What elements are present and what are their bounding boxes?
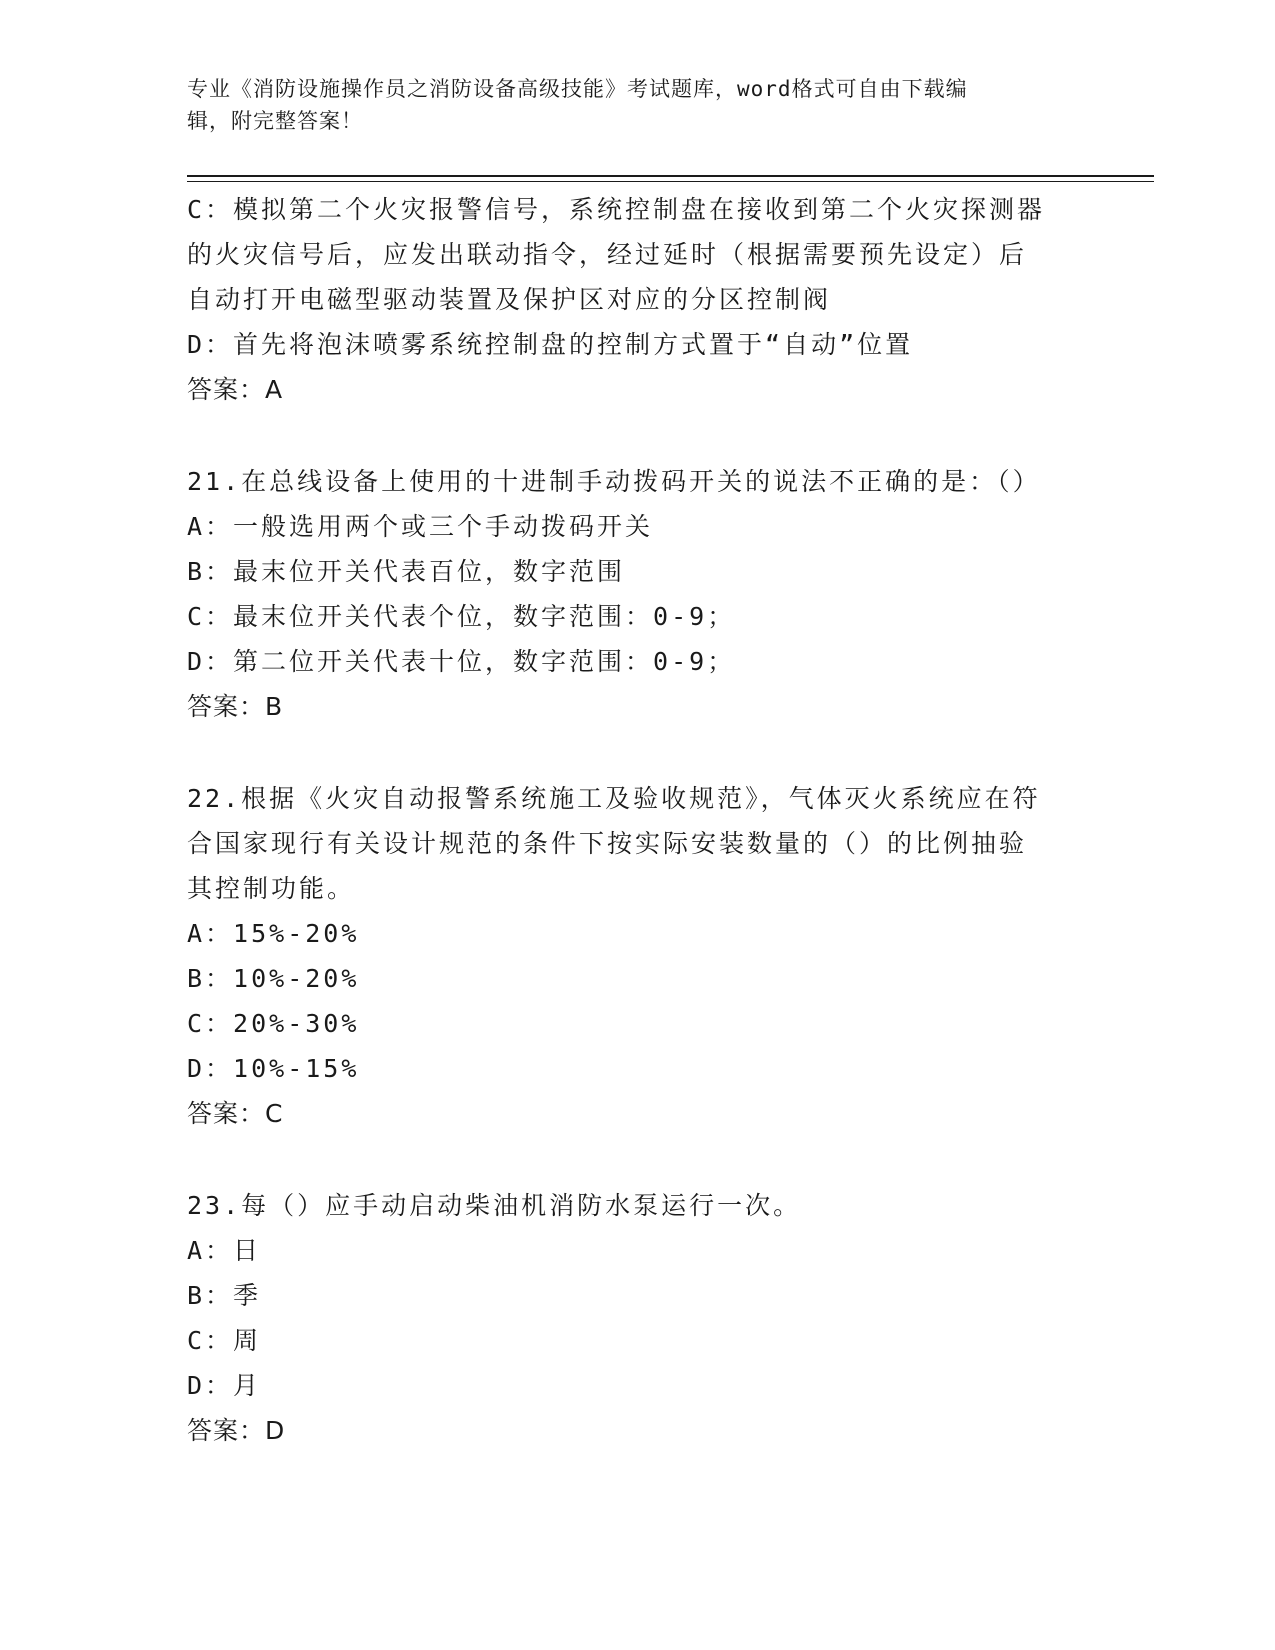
header-line-2: 辑，附完整答案！ xyxy=(187,109,363,133)
question-gap xyxy=(187,729,1087,776)
option-c-line-2: 的火灾信号后，应发出联动指令，经过延时（根据需要预先设定）后 xyxy=(187,240,1028,269)
answer-line: 答案：B xyxy=(187,692,284,721)
question-stem: 23.每（）应手动启动柴油机消防水泵运行一次。 xyxy=(187,1191,802,1220)
question-stem: 21.在总线设备上使用的十进制手动拨码开关的说法不正确的是：（） xyxy=(187,467,1041,496)
option-d: D：10%-15% xyxy=(187,1054,360,1083)
option-c-line-3: 自动打开电磁型驱动装置及保护区对应的分区控制阀 xyxy=(187,285,832,314)
answer-line: 答案：A xyxy=(187,375,284,404)
question-stem-line-2: 合国家现行有关设计规范的条件下按实际安装数量的（）的比例抽验 xyxy=(187,829,1028,858)
option-a: A：日 xyxy=(187,1236,262,1265)
option-c-line-1: C：模拟第二个火灾报警信号，系统控制盘在接收到第二个火灾探测器 xyxy=(187,195,1046,224)
option-c: C：最末位开关代表个位，数字范围：0-9； xyxy=(187,602,736,631)
question-22 xyxy=(187,776,1087,1136)
option-c: C：周 xyxy=(187,1326,262,1355)
document-header xyxy=(187,73,1067,137)
option-d: D：首先将泡沫喷雾系统控制盘的控制方式置于“自动”位置 xyxy=(187,330,914,359)
option-c: C：20%-30% xyxy=(187,1009,360,1038)
header-divider-thin xyxy=(187,181,1154,182)
question-stem-line-1: 22.根据《火灾自动报警系统施工及验收规范》，气体灭火系统应在符 xyxy=(187,784,1041,813)
option-d: D：月 xyxy=(187,1371,262,1400)
question-gap xyxy=(187,1136,1087,1183)
answer-line: 答案：C xyxy=(187,1099,284,1128)
answer-line: 答案：D xyxy=(187,1416,286,1445)
question-gap xyxy=(187,412,1087,459)
question-stem-line-3: 其控制功能。 xyxy=(187,874,356,903)
header-divider-thick xyxy=(187,175,1154,177)
question-23 xyxy=(187,1183,1087,1453)
option-b: B：季 xyxy=(187,1281,262,1310)
question-21 xyxy=(187,459,1087,729)
option-a: A：一般选用两个或三个手动拨码开关 xyxy=(187,512,654,541)
option-a: A：15%-20% xyxy=(187,919,360,948)
question-list xyxy=(187,187,1087,1453)
option-b: B：最末位开关代表百位，数字范围 xyxy=(187,557,626,586)
header-line-1: 专业《消防设施操作员之消防设备高级技能》考试题库，word格式可自由下载编 xyxy=(187,77,968,101)
option-b: B：10%-20% xyxy=(187,964,360,993)
option-d: D：第二位开关代表十位，数字范围：0-9； xyxy=(187,647,736,676)
question-20-continued xyxy=(187,187,1087,412)
